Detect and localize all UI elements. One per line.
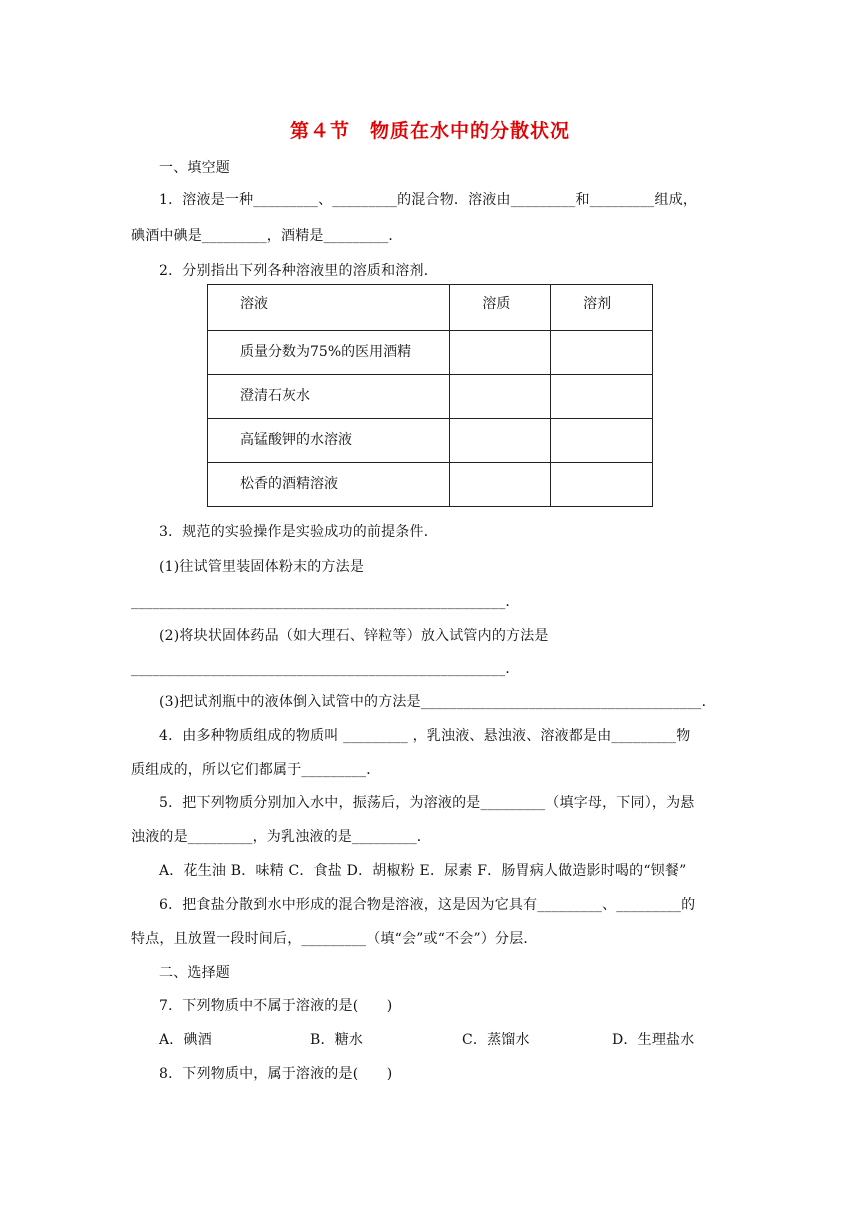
solute-answer-cell xyxy=(450,419,551,463)
question-6-line-1: 6．把食盐分散到水中形成的混合物是溶液，这是因为它具有_________、_________的 xyxy=(159,897,696,913)
table-row xyxy=(208,375,653,419)
question-2-stem: 2．分别指出下列各种溶液里的溶质和溶剂． xyxy=(159,263,438,279)
question-1-line-1: 1．溶液是一种_________、_________的混合物．溶液由_________和_________组成， xyxy=(159,192,698,208)
question-3-stem: 3．规范的实验操作是实验成功的前提条件． xyxy=(159,524,438,540)
table-row xyxy=(208,463,653,507)
table-header-row xyxy=(208,285,653,331)
row-solution-name: 质量分数为75%的医用酒精 xyxy=(208,331,450,375)
question-3-part-3: (3)把试剂瓶中的液体倒入试管中的方法是_______________________________________． xyxy=(159,694,716,710)
question-4-line-2: 质组成的，所以它们都属于_________． xyxy=(131,762,381,778)
question-6-line-2: 特点，且放置一段时间后，_________（填“会”或“不会”）分层． xyxy=(131,931,538,947)
question-5-options: A．花生油 B．味精 C．食盐 D．胡椒粉 E．尿素 F．肠胃病人做造影时喝的“钡餐” xyxy=(159,863,687,879)
question-1-line-2: 碘酒中碘是_________，酒精是_________． xyxy=(131,228,403,244)
header-solute: 溶质 xyxy=(450,285,551,331)
solute-answer-cell xyxy=(450,375,551,419)
question-3-part-1: (1)往试管里装固体粉末的方法是 xyxy=(159,559,365,575)
row-solution-name: 澄清石灰水 xyxy=(208,375,450,419)
row-solution-name: 松香的酒精溶液 xyxy=(208,463,450,507)
solvent-answer-cell xyxy=(551,375,653,419)
solvent-answer-cell xyxy=(551,463,653,507)
solvent-answer-cell xyxy=(551,331,653,375)
solute-solvent-table xyxy=(207,284,653,507)
question-3-part-2: (2)将块状固体药品（如大理石、锌粒等）放入试管内的方法是 xyxy=(159,628,549,644)
row-solution-name: 高锰酸钾的水溶液 xyxy=(208,419,450,463)
section-heading-fill-in: 一、填空题 xyxy=(159,160,230,176)
solvent-answer-cell xyxy=(551,419,653,463)
question-7-option-a: A．碘酒 xyxy=(159,1032,212,1048)
question-7-stem: 7．下列物质中不属于溶液的是( ) xyxy=(159,998,393,1014)
question-7-option-d: D．生理盐水 xyxy=(612,1032,695,1048)
table-row xyxy=(208,331,653,375)
solute-answer-cell xyxy=(450,331,551,375)
question-3-part-1-blank: ____________________________________________________． xyxy=(131,594,520,610)
table-row xyxy=(208,419,653,463)
question-4-line-1: 4．由多种物质组成的物质叫 _________ ，乳浊液、悬浊液、溶液都是由_________物 xyxy=(159,728,691,744)
page-title: 第４节 物质在水中的分散状况 xyxy=(289,120,570,142)
question-7-option-b: B．糖水 xyxy=(310,1032,364,1048)
solute-answer-cell xyxy=(450,463,551,507)
question-3-part-2-blank: ____________________________________________________． xyxy=(131,661,520,677)
section-heading-choice: 二、选择题 xyxy=(159,965,230,981)
header-solution: 溶液 xyxy=(208,285,450,331)
header-solvent: 溶剂 xyxy=(551,285,653,331)
question-5-line-2: 浊液的是_________，为乳浊液的是_________． xyxy=(131,829,431,845)
question-5-line-1: 5．把下列物质分别加入水中，振荡后，为溶液的是_________（填字母，下同），为悬 xyxy=(159,795,695,811)
question-7-option-c: C．蒸馏水 xyxy=(462,1032,530,1048)
question-8-stem: 8．下列物质中，属于溶液的是( ) xyxy=(159,1066,393,1082)
